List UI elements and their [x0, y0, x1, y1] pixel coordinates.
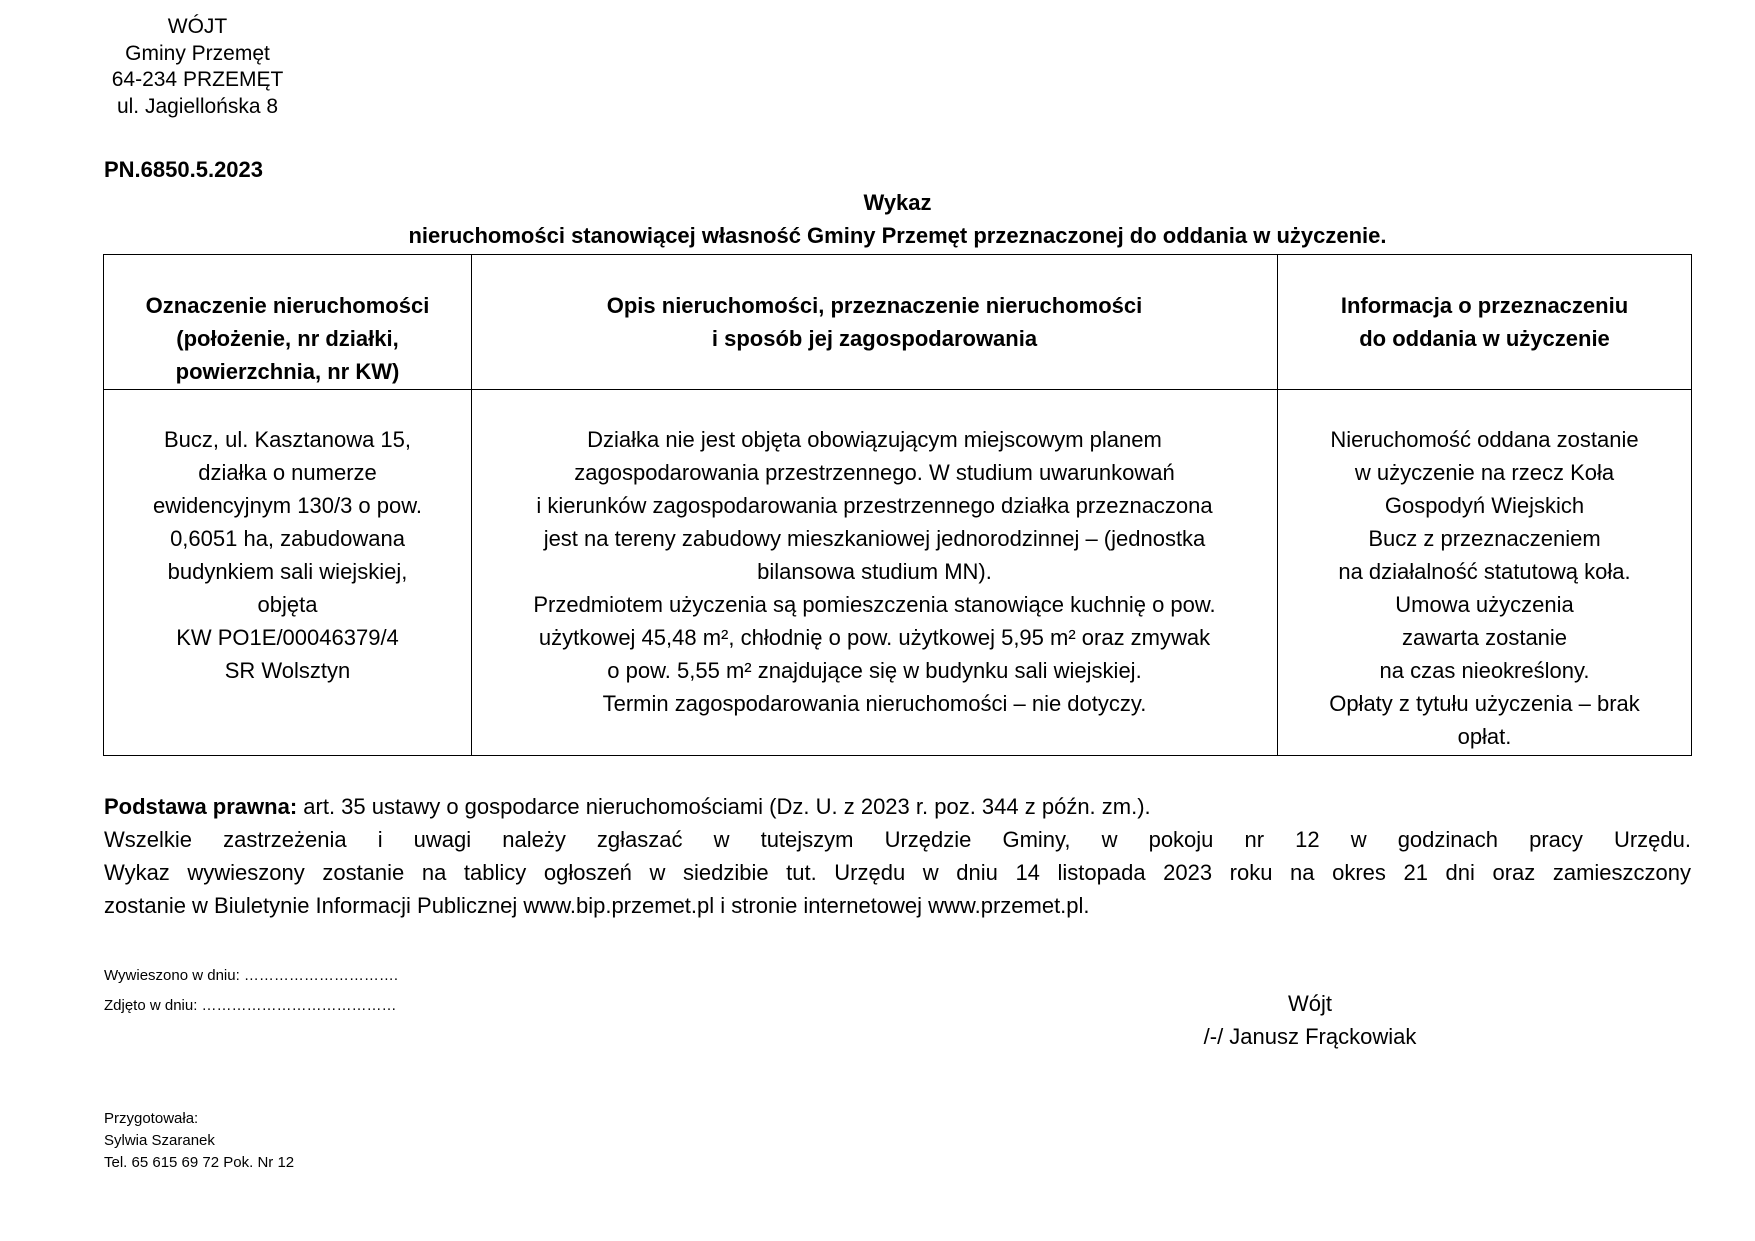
legal-basis-label: Podstawa prawna:: [104, 794, 298, 819]
legal-objections: Wszelkie zastrzeżenia i uwagi należy zgłaszać w tutejszym Urzędzie Gminy, w pokoju nr 12 w godzinach pracy Urzędu.: [104, 827, 1691, 852]
table-header-row: [104, 255, 1692, 390]
signature-role: Wójt: [1288, 991, 1332, 1016]
cell-information: Nieruchomość oddana zostanie w użyczenie na rzecz Koła Gospodyń Wiejskich Bucz z przeznaczeniem na działalność statutową koła. Umowa użyczenia zawarta zostanie na czas nieokreślony. Opłaty z tytułu użyczenia – brak opłat.: [1278, 390, 1692, 756]
cell-designation: Bucz, ul. Kasztanowa 15, działka o numerze ewidencyjnym 130/3 o pow. 0,6051 ha, zabudowana budynkiem sali wiejskiej, objęta KW PO1E/00046379/4 SR Wolsztyn: [104, 390, 472, 756]
legal-basis-text: art. 35 ustawy o gospodarce nieruchomościami (Dz. U. z 2023 r. poz. 344 z późn. zm.).: [297, 794, 1151, 819]
prepared-label: Przygotowała:: [104, 1110, 199, 1127]
prepared-contact: Tel. 65 615 69 72 Pok. Nr 12: [104, 1154, 295, 1171]
table-row: [104, 390, 1692, 756]
cell-description: Działka nie jest objęta obowiązującym miejscowym planem zagospodarowania przestrzennego. W studium uwarunkowań i kierunków zagospodarowania przestrzennego działka przeznaczona jest na tereny zabudowy mieszkaniowej jednorodzinnej – (jednostka bilansowa studium MN). Przedmiotem użyczenia są pomieszczenia stanowiące kuchnię o pow. użytkowej 45,48 m², chłodnię o pow. użytkowej 5,95 m² oraz zmywak o pow. 5,55 m² znajdujące się w budynku sali wiejskiej. Termin zagospodarowania nieruchomości – nie dotyczy.: [472, 390, 1278, 756]
legal-publication-info: zostanie w Biuletynie Informacji Publicznej www.bip.przemet.pl i stronie internetowej www.przemet.pl.: [104, 893, 1090, 918]
issuer-header: [100, 14, 295, 120]
issuer-line: WÓJT: [167, 15, 228, 38]
issuer-line: 64-234 PRZEMĘT: [111, 68, 284, 91]
column-header-description: Opis nieruchomości, przeznaczenie nieruchomości i sposób jej zagospodarowania: [472, 255, 1278, 390]
issuer-line: ul. Jagiellońska 8: [116, 94, 279, 118]
document-subtitle: nieruchomości stanowiącej własność Gminy Przemęt przeznaczonej do oddania w użyczenie.: [408, 223, 1387, 248]
document-title: Wykaz: [863, 190, 932, 215]
prepared-name: Sylwia Szaranek: [104, 1132, 215, 1149]
removed-date-field: Zdjęto w dniu: …………………………………: [104, 997, 397, 1014]
posted-date-field: Wywieszono w dniu: ………………………….: [104, 967, 399, 984]
issuer-line: Gminy Przemęt: [125, 41, 270, 65]
signature-name: /-/ Janusz Frąckowiak: [1203, 1024, 1417, 1049]
legal-basis: [104, 790, 1691, 823]
property-table: [103, 254, 1692, 756]
reference-number: PN.6850.5.2023: [104, 157, 264, 182]
column-header-information: Informacja o przeznaczeniu do oddania w użyczenie: [1278, 255, 1692, 390]
legal-posting-info: Wykaz wywieszony zostanie na tablicy ogłoszeń w siedzibie tut. Urzędu w dniu 14 listopada 2023 roku na okres 21 dni oraz zamieszczony: [104, 860, 1691, 885]
column-header-designation: Oznaczenie nieruchomości (położenie, nr działki, powierzchnia, nr KW): [104, 255, 472, 390]
